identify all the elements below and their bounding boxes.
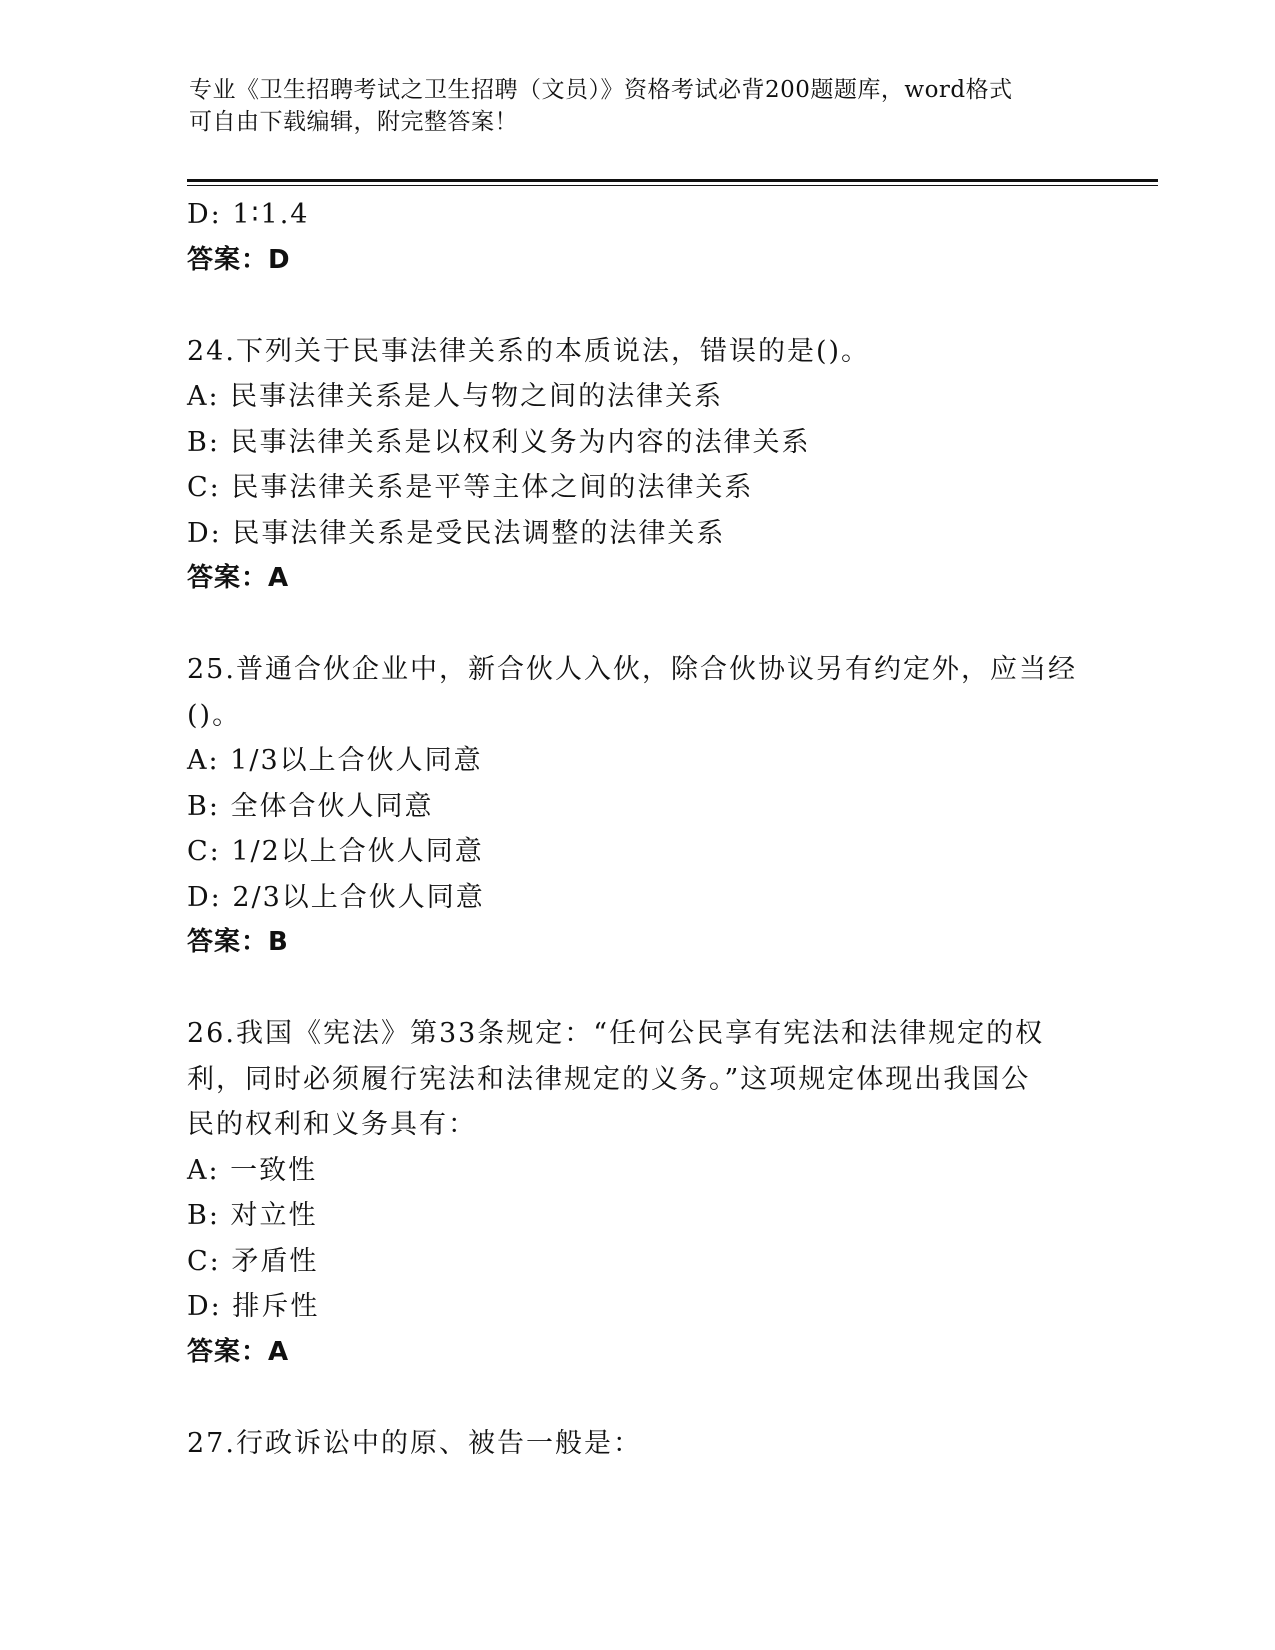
q24-answer: 答案：A	[187, 563, 290, 593]
q23-answer: 答案：D	[187, 244, 291, 275]
header-rule-thin	[187, 185, 1158, 186]
q25-option-d: D: 2/3以上合伙人同意	[187, 881, 485, 913]
q24-option-c: C: 民事法律关系是平等主体之间的法律关系	[187, 472, 754, 503]
q24-option-a: A: 民事法律关系是人与物之间的法律关系	[187, 381, 724, 412]
q26-option-d: D: 排斥性	[187, 1291, 320, 1322]
q24-option-b: B: 民事法律关系是以权利义务为内容的法律关系	[187, 426, 811, 458]
q25-answer: 答案：B	[187, 927, 289, 957]
spacer	[187, 602, 1087, 648]
q26-stem-line-3: 民的权利和义务具有：	[187, 1109, 477, 1140]
q26-option-a: A: 一致性	[187, 1154, 318, 1186]
q24-option-d: D: 民事法律关系是受民法调整的法律关系	[187, 517, 726, 549]
header-line-2: 可自由下载编辑，附完整答案！	[189, 109, 518, 135]
header-line-1: 专业《卫生招聘考试之卫生招聘（文员）》资格考试必背200题题库，word格式	[189, 77, 1013, 103]
q27-stem: 27.行政诉讼中的原、被告一般是：	[187, 1427, 642, 1459]
q26-option-b: B: 对立性	[187, 1200, 318, 1231]
q25-stem-line-1: 25.普通合伙企业中，新合伙人入伙，除合伙协议另有约定外，应当经	[187, 654, 1077, 685]
header-rule-thick	[187, 179, 1158, 182]
spacer	[187, 1375, 1087, 1421]
q25-option-b: B: 全体合伙人同意	[187, 790, 434, 822]
spacer	[187, 283, 1087, 329]
q26-stem-line-2: 利，同时必须履行宪法和法律规定的义务。”这项规定体现出我国公	[187, 1063, 1031, 1095]
spacer	[187, 966, 1087, 1012]
q25-option-a: A: 1/3以上合伙人同意	[187, 745, 483, 776]
q25-option-c: C: 1/2以上合伙人同意	[187, 836, 484, 867]
q25-stem-line-2: ()。	[187, 699, 242, 731]
q26-answer: 答案：A	[187, 1336, 290, 1367]
q24-stem: 24.下列关于民事法律关系的本质说法，错误的是()。	[187, 335, 871, 367]
q26-option-c: C: 矛盾性	[187, 1245, 319, 1277]
document-header	[189, 74, 1089, 138]
q26-stem-line-1: 26.我国《宪法》第33条规定：“任何公民享有宪法和法律规定的权	[187, 1018, 1045, 1049]
q23-option-d: D: 1∶1.4	[187, 199, 310, 230]
document-body	[187, 192, 1087, 1466]
